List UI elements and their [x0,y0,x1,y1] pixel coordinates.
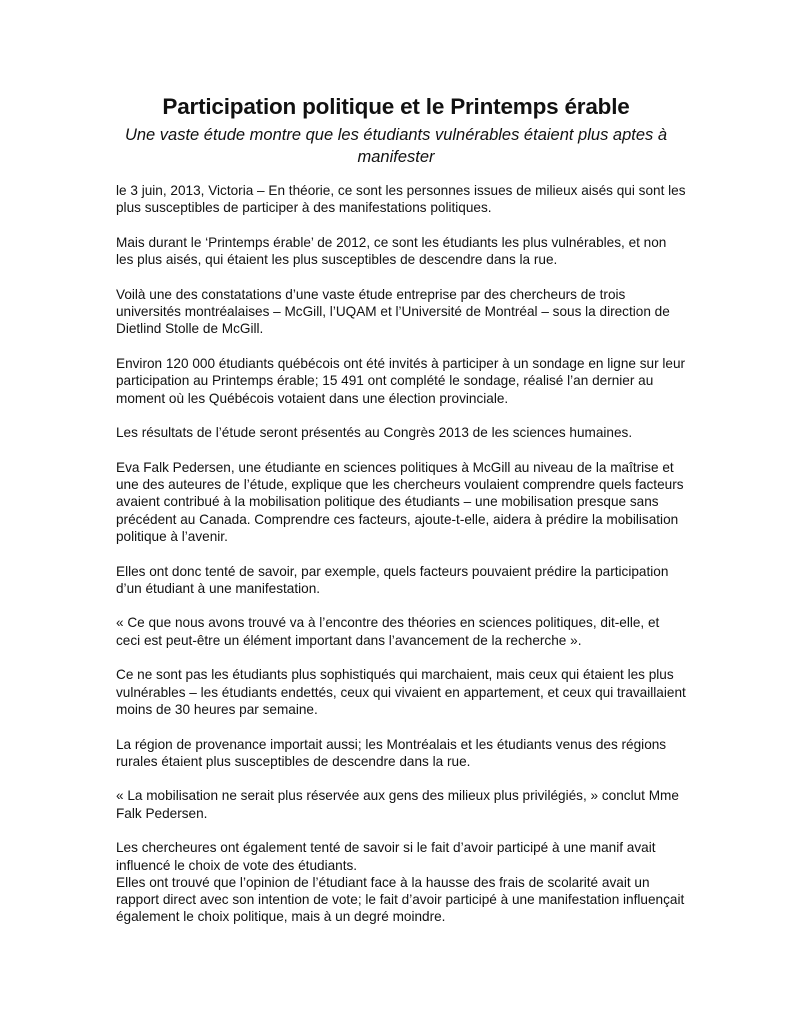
paragraph: le 3 juin, 2013, Victoria – En théorie, ce sont les personnes issues de milieux aisés qui sont les plus susceptibles de participer à des manifestations politiques. [116,183,686,216]
document-subtitle: Une vaste étude montre que les étudiants vulnérables étaient plus aptes à manifester [124,126,668,166]
paragraph: Elles ont trouvé que l’opinion de l’étudiant face à la hausse des frais de scolarité avait un rapport direct avec son intention de vote; le fait d’avoir participé à une manifestation influençait également le choix politique, mais à un degré moindre. [116,874,685,925]
paragraph: Ce ne sont pas les étudiants plus sophistiqués qui marchaient, mais ceux qui étaient les plus vulnérables – les étudiants endettés, ceux qui vivaient en appartement, et ceux qui travaillaient moins de 30 heures par semaine. [116,667,686,717]
paragraph: Les résultats de l’étude seront présentés au Congrès 2013 de les sciences humaines. [116,425,633,441]
paragraph: Voilà une des constatations d’une vaste étude entreprise par des chercheurs de trois universités montréalaises – McGill, l’UQAM et l’Université de Montréal – sous la direction de Dietlind Stolle de McGill. [116,286,670,337]
paragraph: Les chercheures ont également tenté de savoir si le fait d’avoir participé à une manif avait influencé le choix de vote des étudiants. [116,840,656,873]
paragraph: Mais durant le ‘Printemps érable’ de 2012, ce sont les étudiants les plus vulnérables, et non les plus aisés, qui étaient les plus susceptibles de descendre dans la rue. [116,234,667,268]
paragraph: Elles ont donc tenté de savoir, par exemple, quels facteurs pouvaient prédire la participation d’un étudiant à une manifestation. [116,563,669,596]
paragraph: Eva Falk Pedersen, une étudiante en sciences politiques à McGill au niveau de la maîtrise et une des auteures de l’étude, explique que les chercheurs voulaient comprendre quels facteurs avaient contribué à la mobilisation politique des étudiants – une mobilisation presque sans précédent au Canada. Comprendre ces facteurs, ajoute-t-elle, aidera à prédire la mobilisation politique à l’avenir. [116,459,684,544]
paragraph: « La mobilisation ne serait plus réservée aux gens des milieux plus privilégiés, » conclut Mme Falk Pedersen. [116,788,679,821]
document-title: Participation politique et le Printemps érable [162,94,630,119]
paragraph: La région de provenance importait aussi; les Montréalais et les étudiants venus des régions rurales étaient plus susceptibles de descendre dans la rue. [116,736,667,769]
paragraph: « Ce que nous avons trouvé va à l’encontre des théories en sciences politiques, dit-elle, et ceci est peut-être un élément important dans l’avancement de la recherche ». [116,615,660,648]
paragraph: Environ 120 000 étudiants québécois ont été invités à participer à un sondage en ligne sur leur participation au Printemps érable; 15 491 ont complété le sondage, réalisé l’an dernier au moment où les Québécois votaient dans une élection provinciale. [116,355,686,406]
document-body [116,182,686,943]
